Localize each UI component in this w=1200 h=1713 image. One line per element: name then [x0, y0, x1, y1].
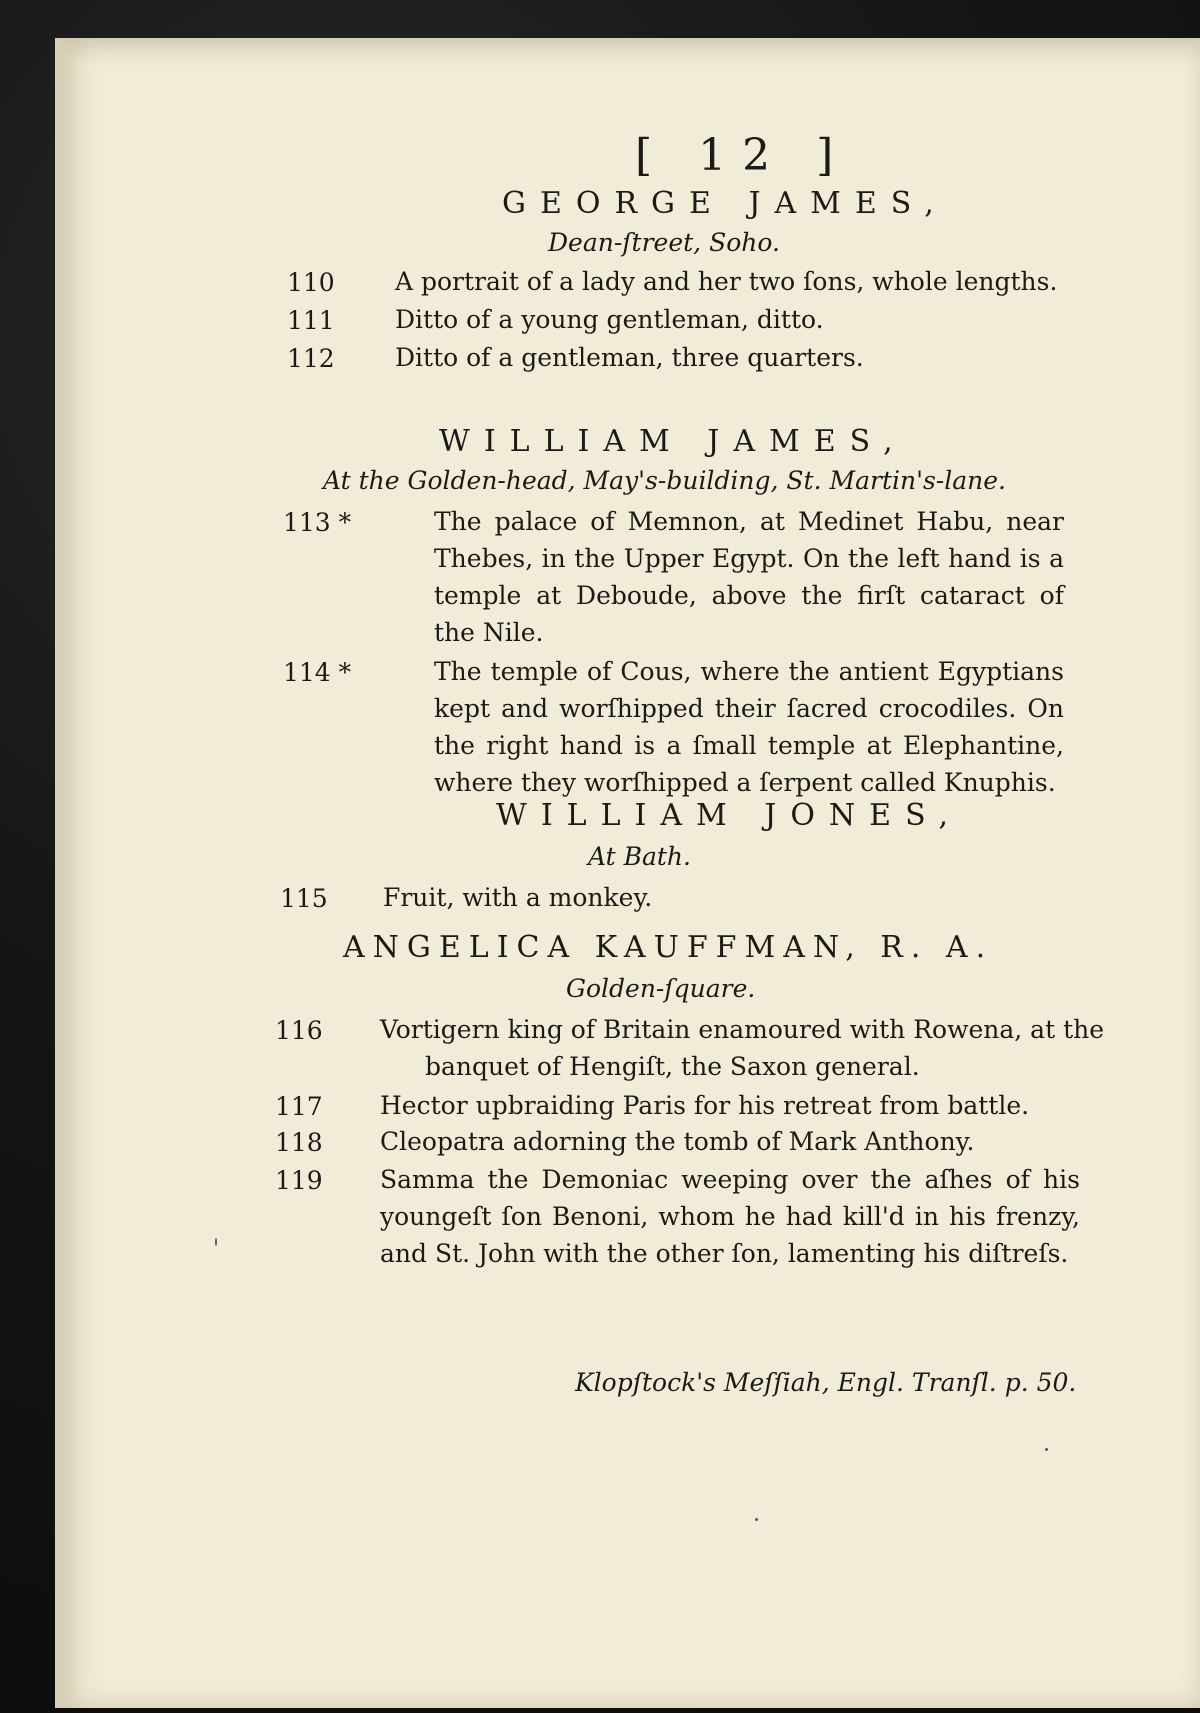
entry-title: Ditto of a young gentleman, ditto. — [395, 305, 824, 334]
entry-title: Ditto of a gentleman, three quarters. — [395, 343, 864, 372]
catalogue-page — [55, 38, 1200, 1708]
entry-title: The palace of Memnon, at Medinet Habu, near Thebes, in the Upper Egypt. On the left hand is a temple at Deboude, above the firſt cataract of the Nile. — [434, 507, 1064, 647]
entry-number: 118 — [275, 1128, 323, 1157]
artist-name-george-james: GEORGE JAMES, — [502, 186, 948, 221]
paper-speck — [215, 1238, 217, 1246]
page-gutter-shadow — [55, 38, 77, 1708]
entry-number: 119 — [275, 1166, 323, 1195]
artist-name-william-james: WILLIAM JAMES, — [439, 424, 907, 459]
artist-name-william-jones: WILLIAM JONES, — [496, 798, 963, 833]
entry-title: A portrait of a lady and her two ſons, whole lengths. — [395, 267, 1058, 296]
entry-number: 117 — [275, 1092, 323, 1121]
artist-address-george-james: Dean-ſtreet, Soho. — [548, 228, 780, 257]
entry-number: 113 * — [283, 508, 352, 537]
paper-speck — [1045, 1448, 1048, 1451]
artist-address-angelica-kauffman: Golden-ſquare. — [566, 974, 756, 1003]
entry-title: Samma the Demoniac weeping over the aſhes of his youngeſt ſon Benoni, whom he had kill'd in his frenzy, and St. John with the other ſon, lamenting his diſtreſs. — [380, 1165, 1080, 1268]
entry-number: 111 — [287, 306, 335, 335]
entry-title: Vortigern king of Britain enamoured with Rowena, at the banquet of Hengiſt, the Saxon general. — [380, 1015, 1105, 1081]
source-citation: Klopſtock's Meſſiah, Engl. Tranſl. p. 50. — [575, 1368, 1077, 1397]
entry-title: Cleopatra adorning the tomb of Mark Anthony. — [380, 1127, 975, 1156]
entry-title: Fruit, with a monkey. — [383, 883, 653, 912]
entry-number: 115 — [280, 884, 328, 913]
entry-number: 114 * — [283, 658, 352, 687]
entry-title: The temple of Cous, where the antient Egyptians kept and worſhipped their ſacred crocodiles. On the right hand is a ſmall temple at Elephantine, where they worſhipped a ſerpent called Knuphis. — [434, 657, 1064, 797]
entry-number: 110 — [287, 268, 335, 297]
artist-name-angelica-kauffman: ANGELICA KAUFFMAN, R. A. — [343, 930, 994, 965]
artist-address-william-jones: At Bath. — [588, 842, 691, 871]
entry-title: Hector upbraiding Paris for his retreat from battle. — [380, 1091, 1030, 1120]
entry-number: 116 — [275, 1016, 323, 1045]
page-number: [ 12 ] — [635, 130, 850, 181]
artist-address-william-james: At the Golden-head, May's-building, St. Martin's-lane. — [323, 466, 1006, 495]
paper-speck — [755, 1518, 758, 1521]
entry-number: 112 — [287, 344, 335, 373]
